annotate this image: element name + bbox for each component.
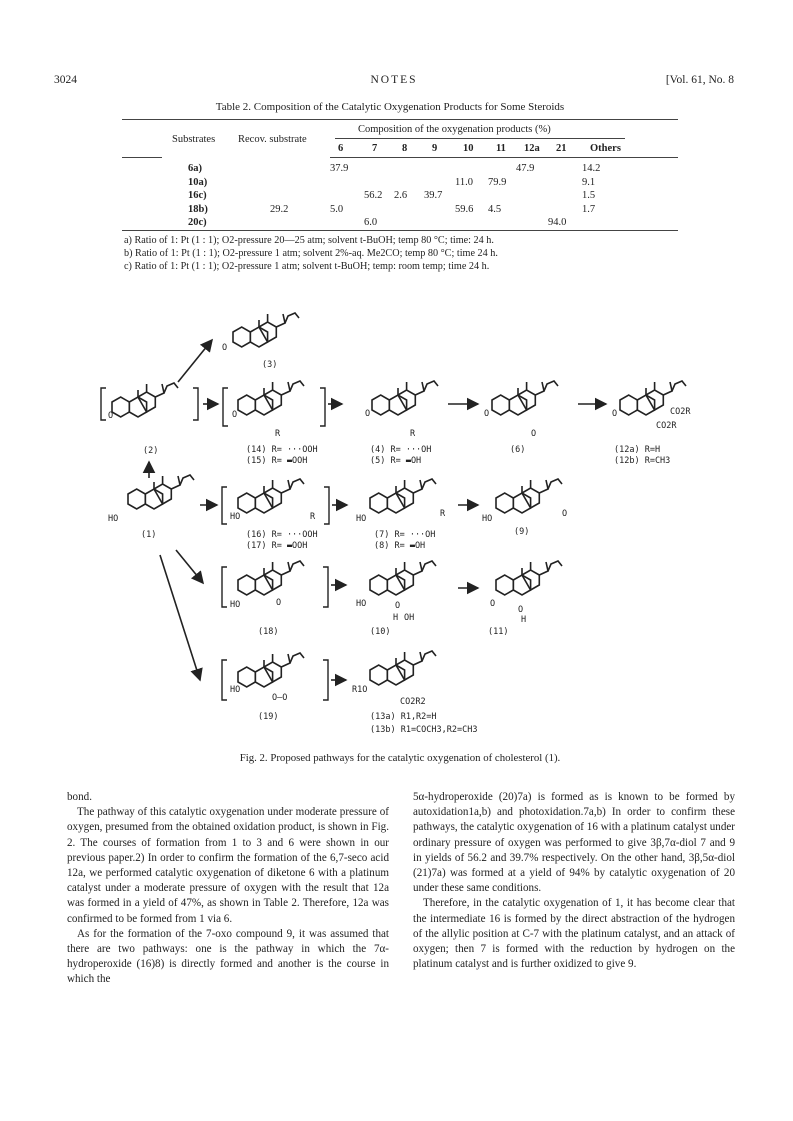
- group-label: O: [222, 343, 228, 353]
- steroid-structure: [496, 479, 562, 513]
- table-caption: Table 2. Composition of the Catalytic Oxygenation Products for Some Steroids: [215, 101, 565, 113]
- compound-label: (19): [258, 712, 279, 722]
- table-footnote: c) Ratio of 1: Pt (1 : 1); O2-pressure 1 atm; solvent t-BuOH; temp: room temp; time 24 h.: [124, 261, 490, 272]
- table-cell: 6.0: [364, 217, 378, 228]
- compound-label: (12a) R=H: [614, 445, 661, 455]
- compound-label: (3): [262, 360, 278, 370]
- table-substrate: 20c): [188, 217, 207, 228]
- table-footnote: a) Ratio of 1: Pt (1 : 1); O2-pressure 20—25 atm; solvent t-BuOH; temp 80 °C; time: 24 h.: [124, 235, 494, 246]
- group-label: HO: [482, 514, 493, 524]
- table-cell: 5.0: [330, 203, 344, 215]
- paragraph: Therefore, in the catalytic oxygenation of 1, it has become clear that the intermediate 16 is formed by the direct abstraction of the hydrogen of the allylic position at C-7 with the platinum catalyst, and an attack of oxygen; then 7 is formed with the reduction by hydrogen on the platinum catalyst and is further oxidized to give 9.: [413, 897, 735, 971]
- group-label: HO: [230, 512, 241, 522]
- bracket-left: [223, 388, 228, 426]
- group-label: CO2R: [656, 421, 677, 431]
- steroid-structure: [238, 561, 304, 595]
- steroid-structure: [128, 475, 194, 509]
- header-position: 8: [402, 143, 408, 154]
- table-cell: 1.5: [582, 190, 596, 201]
- compound-label: (13a) R1,R2=H: [370, 712, 437, 722]
- table-cell: 4.5: [488, 203, 502, 215]
- table-cell: 59.6: [455, 203, 474, 215]
- bracket-right: [323, 567, 328, 607]
- compound-label: (8) R= ▬OH: [374, 541, 426, 551]
- compound-label: (15) R= ▬OOH: [246, 456, 308, 466]
- group-label: O: [531, 429, 537, 439]
- header-position: 10: [463, 143, 474, 154]
- table-cell: 39.7: [424, 190, 443, 201]
- group-label: OH: [404, 613, 415, 623]
- group-label: R: [440, 509, 446, 519]
- compound-label: (11): [488, 627, 509, 637]
- header-position: 9: [432, 143, 438, 154]
- steroid-structure: [372, 381, 438, 415]
- table-footnote: b) Ratio of 1: Pt (1 : 1); O2-pressure 1 atm; solvent 2%-aq. Me2CO; temp 80 °C; time 24 h.: [124, 248, 498, 259]
- header-position: 21: [556, 143, 567, 154]
- group-label: R1O: [352, 685, 368, 695]
- header-recov: Recov. substrate: [238, 134, 307, 145]
- header-position: 12a: [524, 143, 540, 154]
- reaction-arrow: [178, 340, 212, 382]
- group-label: H: [521, 615, 527, 625]
- table-cell: 9.1: [582, 176, 596, 188]
- reaction-arrow: [160, 555, 200, 680]
- compound-label: (4) R= ···OH: [370, 445, 432, 455]
- group-label: R: [275, 429, 281, 439]
- group-label: HO: [230, 685, 241, 695]
- page-number: 3024: [54, 74, 77, 86]
- compound-label: (16) R= ···OOH: [246, 530, 318, 540]
- table-cell: 37.9: [330, 163, 349, 174]
- bracket-left: [222, 660, 227, 700]
- group-label: CO2R2: [400, 697, 426, 707]
- steroid-structure: [370, 651, 436, 685]
- group-label: O: [108, 411, 114, 421]
- table-cell: 94.0: [548, 217, 567, 228]
- table-substrate: 18b): [188, 203, 208, 215]
- steroid-structure: [492, 381, 558, 415]
- compound-label: (7) R= ···OH: [374, 530, 436, 540]
- paragraph: The pathway of this catalytic oxygenation under moderate pressure of oxygen, presumed from the obtained oxidation product, is shown in Fig. 2. The courses of formation from 1 to 3 and 6 were shown in our previous paper.2) In order to confirm the formation of the 6,7-seco acid 12a, we performed catalytic oxygenation of diketone 6 with a platinum catalyst under a moderate pressure of oxygen with the result that 12a was formed in a yield of 47%, as shown in Table 2. Therefore, 12a was confirmed to be formed from 1 via 6.: [67, 806, 389, 925]
- bracket-right: [323, 660, 328, 700]
- steroid-structure: [496, 561, 562, 595]
- header-composition: Composition of the oxygenation products (%): [358, 124, 551, 135]
- group-label: O: [518, 605, 524, 615]
- bracket-left: [101, 388, 106, 420]
- bracket-left: [222, 567, 227, 607]
- steroid-structure: [370, 479, 436, 513]
- bracket-right: [324, 487, 329, 524]
- compound-label: (14) R= ···OOH: [246, 445, 318, 455]
- compound-label: (6): [510, 445, 526, 455]
- header-position: Others: [590, 143, 621, 154]
- paragraph: bond.: [67, 791, 92, 803]
- header-position: 11: [496, 143, 506, 154]
- compound-label: (10): [370, 627, 391, 637]
- header-position: 6: [338, 143, 344, 154]
- volume-info: [Vol. 61, No. 8: [665, 74, 734, 86]
- group-label: O: [484, 409, 490, 419]
- compound-label: (17) R= ▬OOH: [246, 541, 308, 551]
- bracket-left: [222, 487, 227, 524]
- table-recov: 29.2: [270, 203, 289, 215]
- table-substrate: 6a): [188, 163, 202, 174]
- steroid-structure: [238, 653, 304, 687]
- paragraph: 5α-hydroperoxide (20)7a) is formed as is known to be formed by autoxidation1a,b) and photoxidation.7a,b) In order to confirm these pathways, the catalytic oxygenation of 16 with a platinum catalyst under ordinary pressure of oxygen was performed to give 3β,7α-diol 7 and 9 in yields of 56.2 and 39.7% respectively. On the other hand, 3β,5α-diol (21)7a) was formed at a yield of 94% by catalytic oxygenation of 20 under these same conditions.: [413, 791, 735, 895]
- body-right-column: [413, 790, 735, 972]
- table-cell: 79.9: [488, 176, 507, 188]
- group-label: CO2R: [670, 407, 691, 417]
- compound-label: (5) R= ▬OH: [370, 456, 422, 466]
- bracket-right: [193, 388, 198, 420]
- group-label: O: [562, 509, 568, 519]
- bracket-right: [320, 388, 325, 426]
- reaction-arrow: [176, 550, 203, 583]
- steroid-structure: [238, 381, 304, 415]
- paragraph: As for the formation of the 7-oxo compound 9, it was assumed that there are two pathways: one is the pathway in which the 7α-hydroperoxide (16)8) is directly formed and another is the course in which the: [67, 927, 389, 986]
- group-label: O: [395, 601, 401, 611]
- group-label: HO: [356, 599, 367, 609]
- table-cell: 56.2: [364, 190, 383, 201]
- table-substrate: 16c): [188, 190, 207, 201]
- steroid-structure: [233, 313, 299, 347]
- group-label: HO: [108, 514, 119, 524]
- group-label: O: [365, 409, 371, 419]
- running-title: NOTES: [370, 74, 418, 86]
- header-substrates: Substrates: [172, 134, 216, 145]
- group-label: O: [490, 599, 496, 609]
- table-substrate: 10a): [188, 176, 208, 188]
- group-label: O: [232, 410, 238, 420]
- group-label: HO: [230, 600, 241, 610]
- group-label: R: [310, 512, 316, 522]
- figure-caption: Fig. 2. Proposed pathways for the catalytic oxygenation of cholesterol (1).: [239, 752, 561, 764]
- steroid-structure: [112, 383, 178, 417]
- compound-label: (9): [514, 527, 530, 537]
- compound-label: (2): [143, 446, 159, 456]
- group-label: HO: [356, 514, 367, 524]
- steroid-structure: [238, 479, 304, 513]
- group-label: O–O: [272, 693, 288, 703]
- compound-label: (1): [141, 530, 157, 540]
- table-cell: 14.2: [582, 163, 601, 174]
- steroid-structure: [370, 561, 436, 595]
- table-cell: 1.7: [582, 203, 596, 215]
- compound-label: (12b) R=CH3: [614, 456, 671, 466]
- body-left-column: [67, 790, 389, 988]
- compound-label: (18): [258, 627, 279, 637]
- group-label: O: [612, 409, 618, 419]
- group-label: O: [276, 598, 282, 608]
- table-cell: 11.0: [455, 176, 473, 188]
- group-label: R: [410, 429, 416, 439]
- group-label: H: [393, 613, 399, 623]
- table-cell: 2.6: [394, 190, 408, 201]
- table-cell: 47.9: [516, 163, 535, 174]
- header-position: 7: [372, 143, 378, 154]
- compound-label: (13b) R1=COCH3,R2=CH3: [370, 725, 478, 735]
